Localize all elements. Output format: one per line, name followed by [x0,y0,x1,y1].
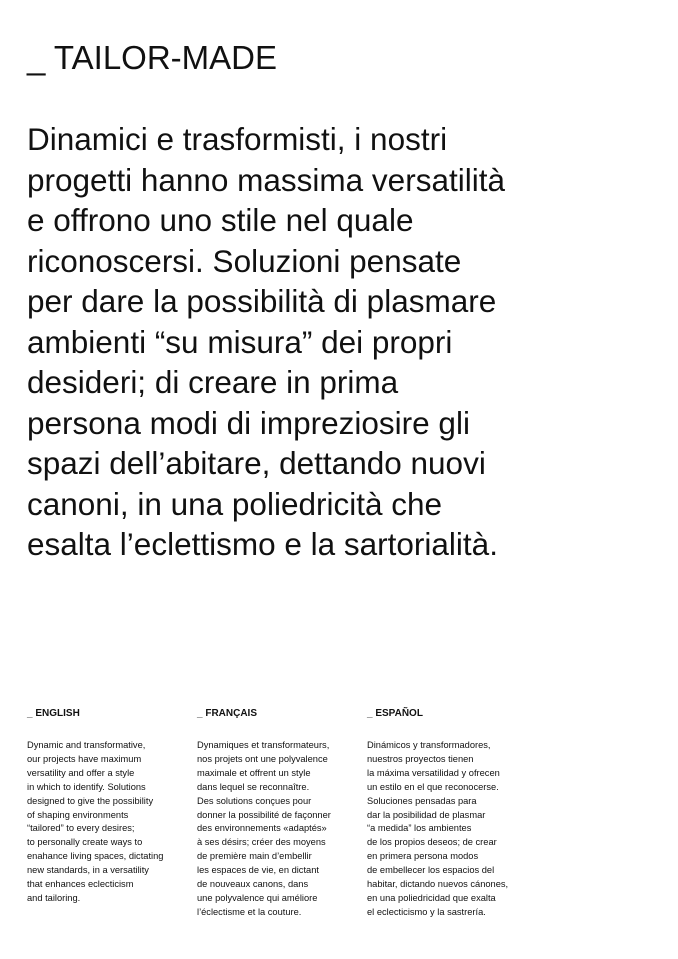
english-line: our projects have maximum [27,753,142,764]
english-line: of shaping environments [27,809,129,820]
spanish-line: en primera persona modos [367,851,479,862]
english-heading: _ ENGLISH [27,708,80,719]
english-column [27,707,197,903]
intro-line: canoni, in una poliedricità che [27,485,443,522]
intro-line: progetti hanno massima versatilità [27,161,505,198]
spanish-line: Dinámicos y transformadores, [367,740,491,750]
spanish-line: un estilo en el que reconocerse. [367,781,499,792]
section-title: _ TAILOR-MADE [27,39,277,76]
french-line: de nouveaux canons, dans [197,879,309,890]
french-line: une polyvalence qui améliore [197,892,318,903]
french-line: nos projets ont une polyvalence [197,753,328,764]
french-line: dans lequel se reconnaître. [197,781,310,792]
french-line: Des solutions conçues pour [197,795,312,806]
english-line: versatility and offer a style [27,767,135,778]
intro-line: desideri; di creare in prima [27,364,399,400]
english-line: in which to identify. Solutions [27,781,146,792]
intro-line: riconoscersi. Soluzioni pensate [27,242,462,279]
french-line: Dynamiques et transformateurs, [197,740,330,750]
intro-line: per dare la possibilità di plasmare [27,283,497,319]
french-line: donner la possibilité de façonner [197,809,331,820]
spanish-line: habitar, dictando nuevos cánones, [367,879,509,890]
intro-line: Dinamici e trasformisti, i nostri [27,121,448,157]
spanish-line: Soluciones pensadas para [367,795,477,806]
spanish-column [367,707,537,917]
spanish-line: en una poliedricidad que exalta [367,892,496,903]
spanish-line: nuestros proyectos tienen [367,753,474,764]
intro-line: ambienti “su misura” dei propri [27,323,453,360]
english-line: Dynamic and transformative, [27,740,146,750]
english-body [27,739,163,906]
english-line: “tailored” to every desires; [27,823,135,834]
spanish-body [367,739,508,920]
spanish-line: el eclecticismo y la sastrería. [367,906,486,917]
french-heading: _ FRANÇAIS [197,708,258,719]
english-line: to personally create ways to [27,837,143,848]
intro-line: spazi dell’abitare, dettando nuovi [27,445,486,481]
french-line: de première main d’embellir [197,851,312,862]
spanish-line: de embellecer los espacios del [367,865,495,876]
french-line: des environnements «adaptés» [197,823,327,834]
intro-line: esalta l’eclettismo e la sartorialità. [27,526,498,562]
french-line: les espaces de vie, en dictant [197,865,319,876]
english-line: designed to give the possibility [27,795,154,806]
french-column [197,707,367,917]
spanish-line: dar la posibilidad de plasmar [367,809,486,820]
english-line: enahance living spaces, dictating [27,851,164,862]
english-line: new standards, in a versatility [27,865,149,876]
english-line: that enhances eclecticism [27,879,134,890]
spanish-line: de los propios deseos; de crear [367,837,497,848]
spanish-heading: _ ESPAÑOL [367,708,423,719]
french-line: maximale et offrent un style [197,767,311,778]
french-line: l’éclectisme et la couture. [197,906,302,917]
spanish-line: “a medida” los ambientes [367,823,472,834]
intro-paragraph [27,119,627,565]
spanish-line: la máxima versatilidad y ofrecen [367,767,500,778]
english-line: and tailoring. [27,892,81,903]
french-line: à ses désirs; créer des moyens [197,837,326,848]
intro-line: persona modi di impreziosire gli [27,404,470,441]
intro-line: e offrono uno stile nel quale [27,202,414,238]
french-body [197,739,331,920]
